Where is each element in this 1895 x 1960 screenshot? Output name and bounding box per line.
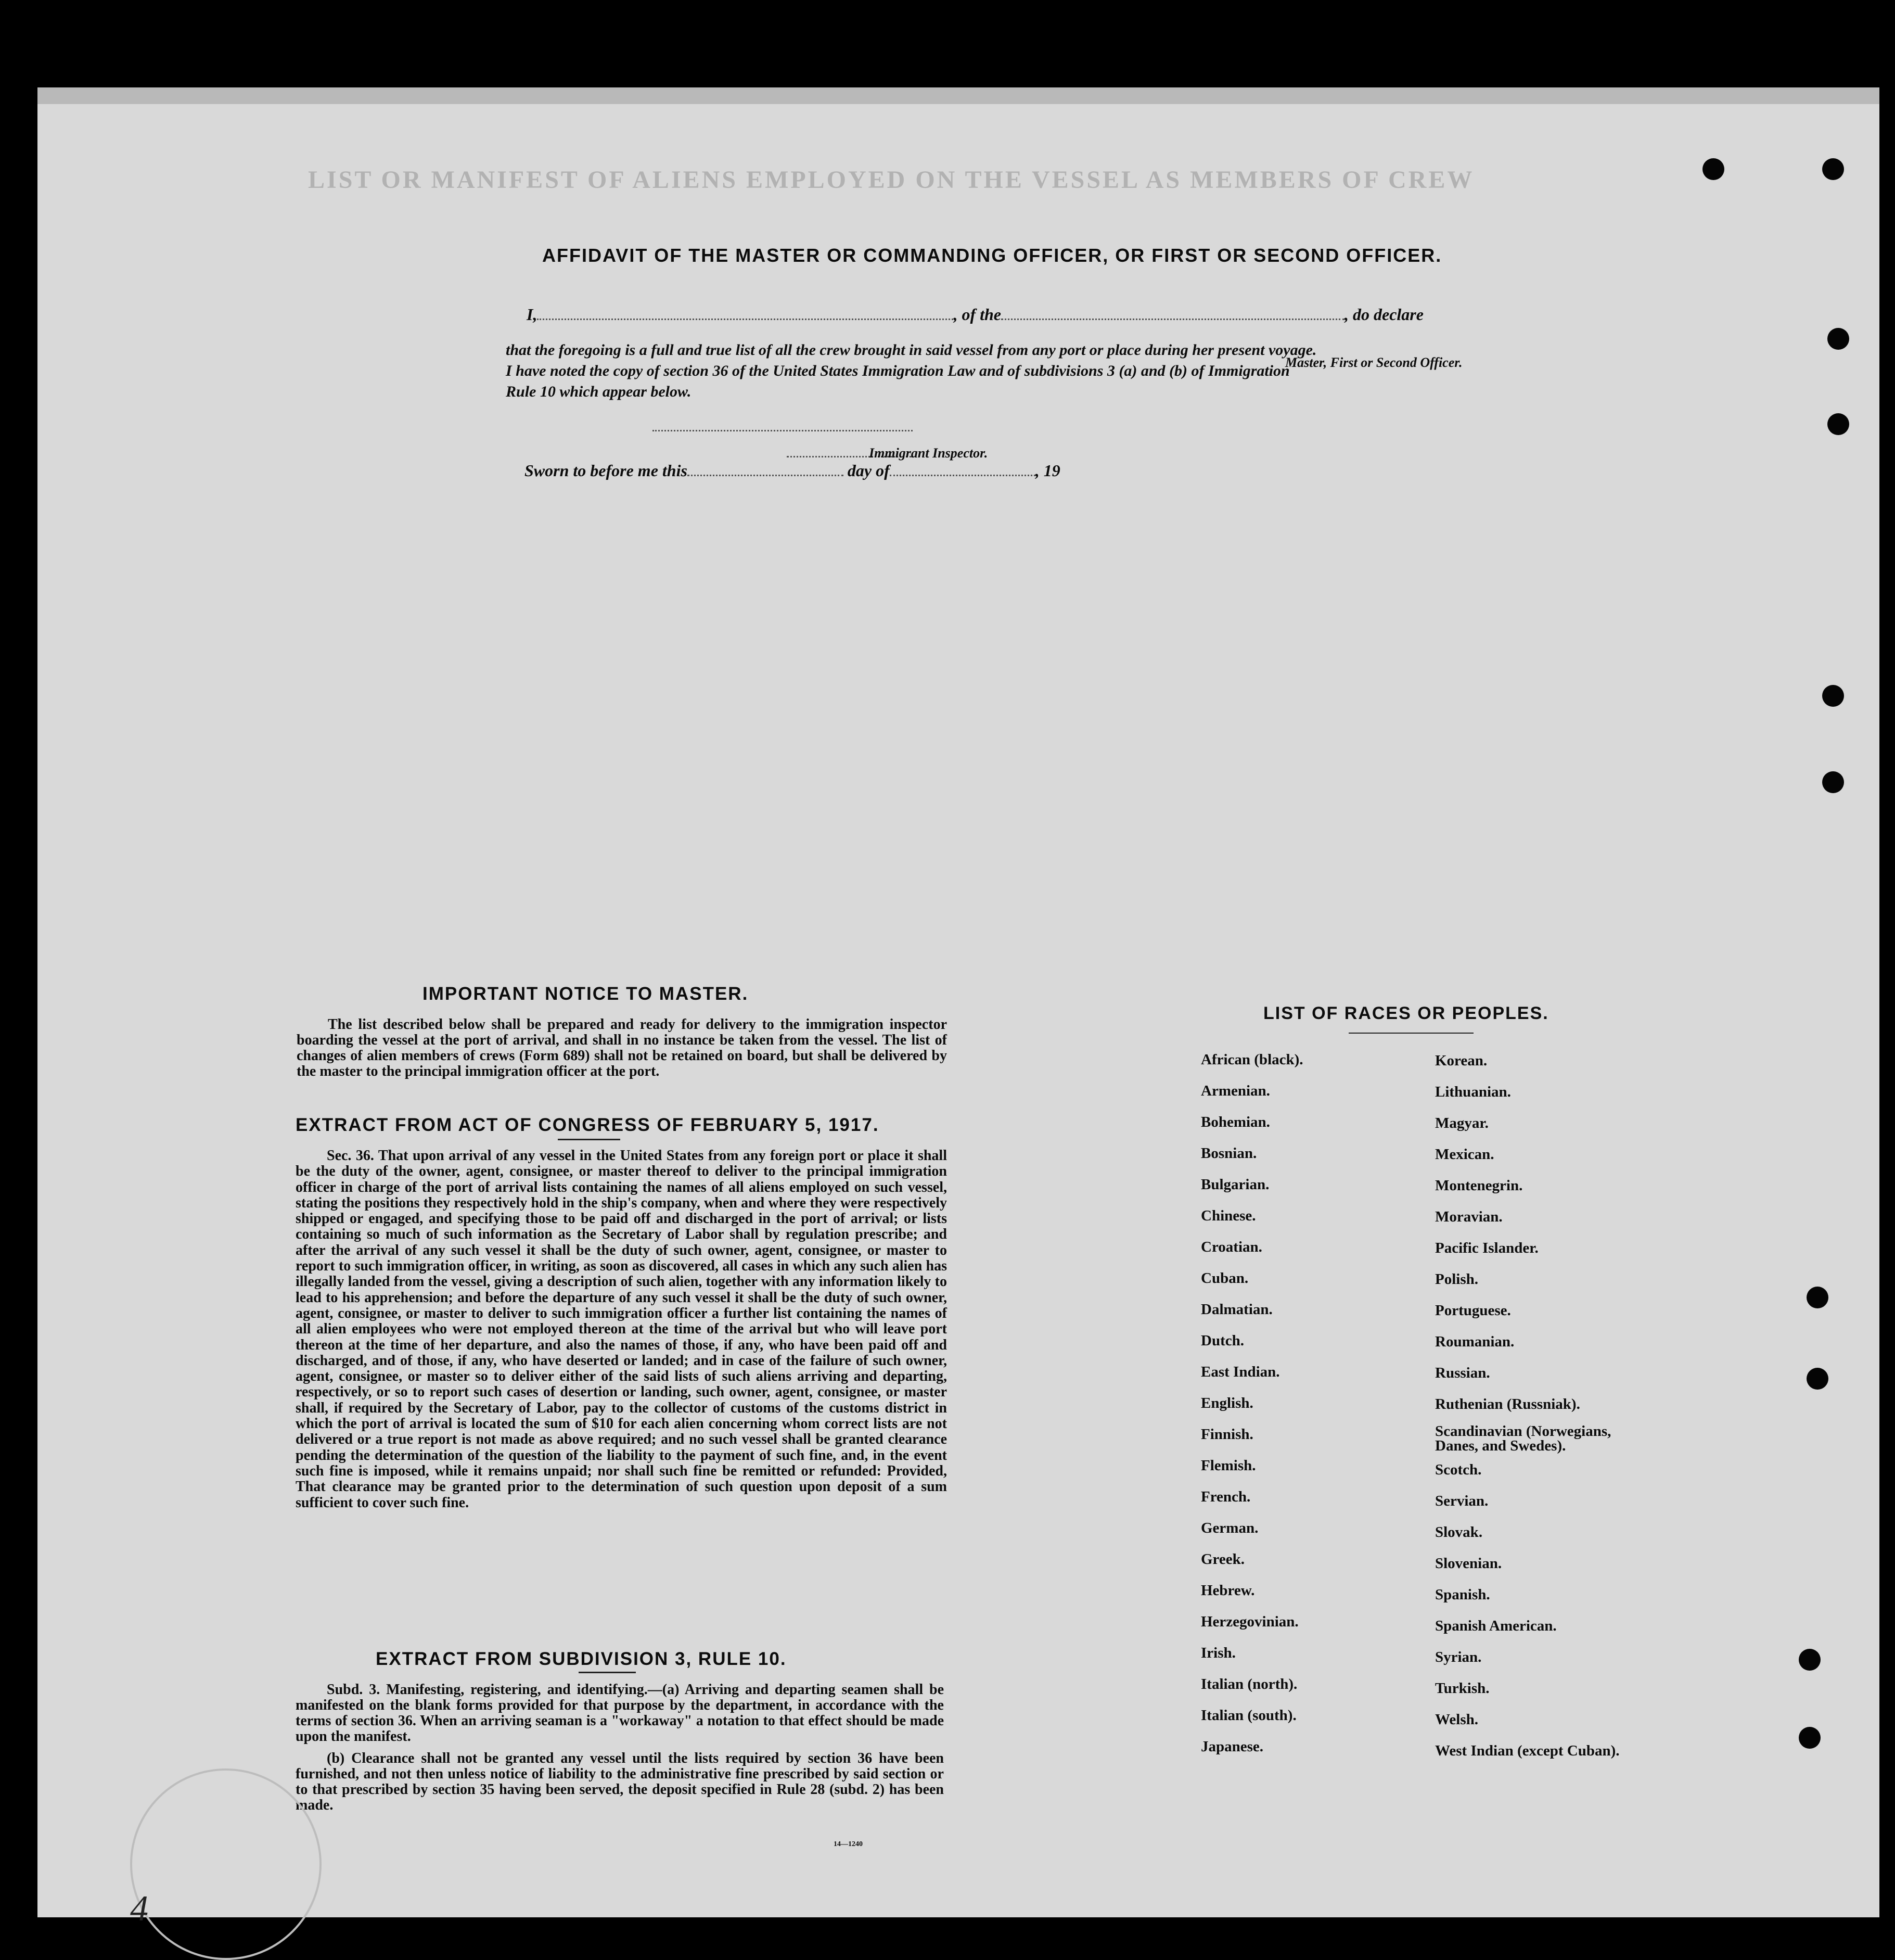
race-item: Italian (south). [1201, 1707, 1297, 1724]
race-item: French. [1201, 1488, 1251, 1505]
race-item: Flemish. [1201, 1457, 1256, 1474]
race-item: Ruthenian (Russniak). [1435, 1396, 1580, 1412]
bleed-through-ghost-text: LIST OR MANIFEST OF ALIENS EMPLOYED ON THE VESSEL AS MEMBERS OF CREW [308, 166, 1475, 194]
notice-title: IMPORTANT NOTICE TO MASTER. [422, 984, 749, 1004]
races-column-1 [1201, 1051, 1303, 1770]
vessel-blank[interactable] [1001, 319, 1345, 320]
race-item: Dalmatian. [1201, 1301, 1273, 1318]
extract-rule-text-a: Subd. 3. Manifesting, registering, and identifying.—(a) Arriving and departing seamen shall be manifested on the blank forms provided for that purpose by the department, in accordance with the terms of section 36. When an arriving seaman is a "workaway" a notation to that effect should be made upon the manifest. [296, 1682, 944, 1745]
race-item: Pacific Islander. [1435, 1240, 1539, 1256]
punch-hole [1822, 771, 1844, 793]
day-of-label: day of [847, 461, 890, 480]
i-label: I, [527, 305, 537, 324]
punch-hole [1822, 685, 1844, 707]
race-item: Korean. [1435, 1052, 1488, 1069]
punch-hole [1807, 1287, 1828, 1308]
seal-stamp [130, 1768, 322, 1960]
of-the-label: , of the [953, 305, 1001, 324]
master-signature-label: Master, First or Second Officer. [1285, 355, 1463, 370]
extract-rule-text-b: (b) Clearance shall not be granted any vessel until the lists required by section 36 have been furnished, and not then unless notice of liability to the administrative fine prescribed by said section or to that prescribed by section 35 having been served, the deposit specified in Rule 28 (subd. 2) has been made. [296, 1750, 944, 1813]
race-item: Hebrew. [1201, 1582, 1255, 1599]
punch-hole [1827, 413, 1849, 435]
race-item: Welsh. [1435, 1711, 1478, 1728]
extract-act-text: Sec. 36. That upon arrival of any vessel in the United States from any foreign port or place it shall be the duty of the owner, agent, consignee, or master thereof to deliver to the principal immigration officer in charge of the port of arrival lists containing the names of all aliens employed on such vessel, stating the positions they respectively hold in the ship's company, when and where they were respectively shipped or engaged, and specifying those to be paid off and discharged in the port of arrival; or lists containing so much of such information as the Secretary of Labor shall by regulation prescribe; and after the arrival of any such vessel it shall be the duty of such owner, agent, consignee, or master to report to such immigration officer, in writing, as soon as discovered, all cases in which any such alien has illegally landed from the vessel, giving a description of such alien, together with any information likely to lead to his apprehension; and before the departure of any such vessel it shall be the duty of such owner, agent, consignee, or master to deliver to such immigration officer a further list containing the names of all alien employees who were not employed thereon at the time of the arrival but who will leave port thereon at the time of her departure, and also the names of those, if any, who have been paid off and discharged, and of those, if any, who have deserted or landed; and in case of the failure of such owner, agent, consignee, or master so to deliver either of the said lists of such aliens arriving and departing, respectively, or so to report such cases of desertion or landing, such owner, agent, consignee, or master shall, if required by the Secretary of Labor, pay to the collector of customs of the customs district in which the port of arrival is located the sum of $10 for each alien concerning whom correct lists are not delivered or a true report is not made as above required; and no such vessel shall be granted clearance pending the determination of the question of the liability to the payment of such fine, and, in the event such fine is imposed, while it remains unpaid; nor shall such fine be remitted or refunded: Provided, That clearance may be granted prior to the determination of such question upon deposit of a sum sufficient to cover such fine. [296, 1148, 947, 1511]
race-item: Slovenian. [1435, 1555, 1502, 1572]
affidavit-statement-2: I have noted the copy of section 36 of the United States Immigration Law and of subdivisions 3 (a) and (b) of Immigration [506, 362, 1290, 379]
sworn-line [524, 461, 1060, 480]
punch-hole [1702, 158, 1724, 180]
race-item: Armenian. [1201, 1083, 1270, 1099]
title-underline [579, 1672, 636, 1673]
race-item: Italian (north). [1201, 1676, 1298, 1692]
race-item: Roumanian. [1435, 1333, 1515, 1350]
race-item: Moravian. [1435, 1208, 1503, 1225]
race-item: Turkish. [1435, 1680, 1490, 1697]
affidavit-statement-3: Rule 10 which appear below. [506, 383, 692, 400]
race-item: Bosnian. [1201, 1145, 1257, 1162]
affidavit-name-line [527, 305, 1424, 324]
punch-hole [1799, 1649, 1821, 1671]
do-declare-label: , do declare [1345, 305, 1424, 324]
race-item: Spanish. [1435, 1586, 1490, 1603]
race-item: Spanish American. [1435, 1618, 1557, 1634]
race-item: Lithuanian. [1435, 1084, 1511, 1100]
race-item: Scotch. [1435, 1461, 1482, 1478]
race-item: Dutch. [1201, 1332, 1244, 1349]
title-underline [1349, 1033, 1474, 1034]
race-item: Russian. [1435, 1365, 1490, 1381]
race-item: Croatian. [1201, 1239, 1262, 1255]
race-item: Slovak. [1435, 1524, 1483, 1541]
race-item: Syrian. [1435, 1649, 1482, 1665]
punch-hole [1822, 158, 1844, 180]
sworn-label: Sworn to before me this [524, 461, 687, 480]
month-blank[interactable] [890, 475, 1035, 476]
race-item: East Indian. [1201, 1364, 1280, 1380]
race-item: Mexican. [1435, 1146, 1494, 1163]
title-underline [558, 1139, 620, 1140]
race-item: Servian. [1435, 1493, 1489, 1509]
race-item: Cuban. [1201, 1270, 1249, 1287]
race-item: Magyar. [1435, 1115, 1489, 1131]
races-column-2 [1435, 1052, 1654, 1774]
race-item: German. [1201, 1520, 1259, 1536]
year-label: , 19 [1035, 461, 1060, 480]
name-blank[interactable] [537, 319, 953, 320]
margin-handwritten-mark: 4 [130, 1889, 148, 1929]
affidavit-title: AFFIDAVIT OF THE MASTER OR COMMANDING OFFICER, OR FIRST OR SECOND OFFICER. [542, 245, 1442, 266]
extract-act-title: EXTRACT FROM ACT OF CONGRESS OF FEBRUARY 5, 1917. [296, 1115, 879, 1135]
race-item: Polish. [1435, 1271, 1478, 1288]
race-item: Greek. [1201, 1551, 1245, 1568]
race-item: Portuguese. [1435, 1302, 1511, 1319]
race-item: Japanese. [1201, 1738, 1264, 1755]
form-number: 14—1240 [834, 1840, 863, 1848]
punch-hole [1827, 328, 1849, 350]
race-item: Irish. [1201, 1645, 1236, 1661]
day-blank[interactable] [687, 475, 843, 476]
race-item: Herzegovinian. [1201, 1613, 1299, 1630]
extract-rule-title: EXTRACT FROM SUBDIVISION 3, RULE 10. [376, 1649, 787, 1669]
race-item: Finnish. [1201, 1426, 1253, 1443]
race-item: Scandinavian (Norwegians, Danes, and Swedes). [1435, 1423, 1611, 1454]
document-sheet [37, 87, 1879, 1929]
race-item: West Indian (except Cuban). [1435, 1742, 1620, 1759]
race-item: Chinese. [1201, 1207, 1256, 1224]
affidavit-statement-1: that the foregoing is a full and true list of all the crew brought in said vessel from any port or place during her present voyage. [506, 341, 1317, 359]
inspector-signature-line[interactable] [652, 430, 913, 431]
race-item: English. [1201, 1395, 1253, 1411]
race-item: Bulgarian. [1201, 1176, 1270, 1193]
races-title: LIST OF RACES OR PEOPLES. [1263, 1003, 1549, 1023]
inspector-label: Immigrant Inspector. [869, 446, 988, 461]
race-item: Bohemian. [1201, 1114, 1270, 1130]
race-item: Montenegrin. [1435, 1177, 1523, 1194]
notice-text: The list described below shall be prepared and ready for delivery to the immigration inspector boarding the vessel at the port of arrival, and shall in no instance be taken from the vessel. The list of changes of alien members of crews (Form 689) shall not be retained on board, but shall be delivered by the master to the principal immigration officer at the port. [297, 1016, 947, 1079]
punch-hole [1807, 1368, 1828, 1390]
punch-hole [1799, 1727, 1821, 1749]
race-item: African (black). [1201, 1051, 1303, 1068]
